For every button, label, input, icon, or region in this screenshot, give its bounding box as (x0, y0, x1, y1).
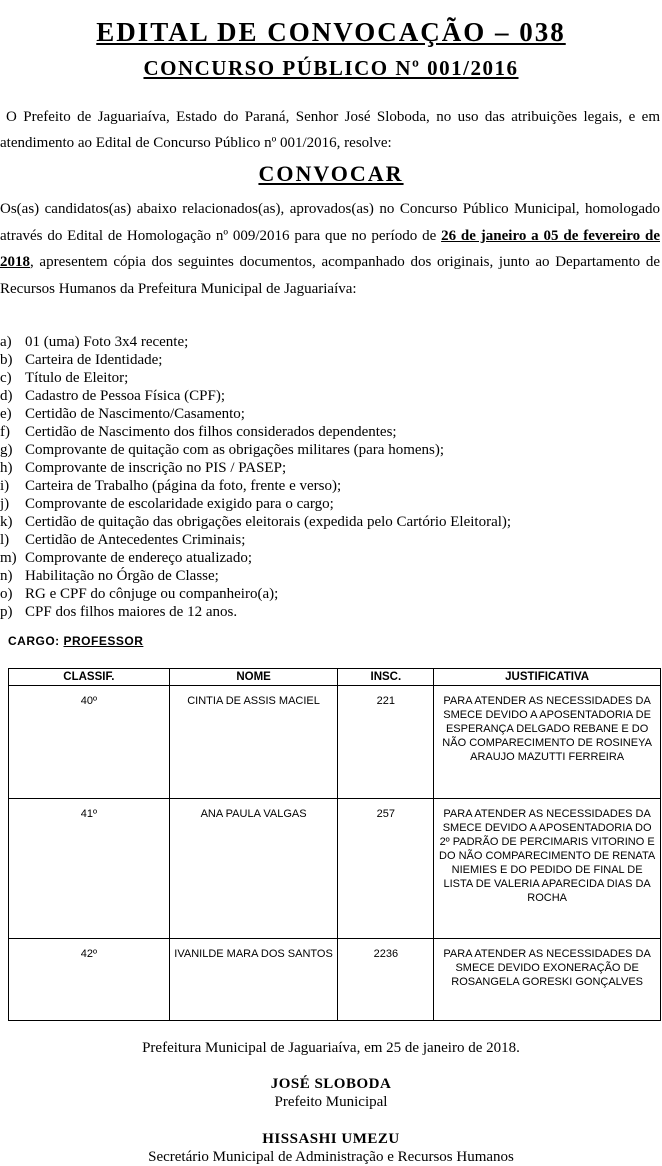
list-item (0, 459, 660, 477)
list-item-text: Comprovante de quitação com as obrigações militares (para homens); (25, 442, 445, 458)
list-item-text: CPF dos filhos maiores de 12 anos. (25, 604, 238, 620)
list-item-text: Título de Eleitor; (25, 370, 129, 386)
cell-justificativa: PARA ATENDER AS NECESSIDADES DA SMECE DEVIDO A APOSENTADORIA DE ESPERANÇA DELGADO REBANE E DO NÃO COMPARECIMENTO DE ROSINEYA ARAUJO MAZUTTI FERREIRA (434, 686, 661, 799)
date-line: Prefeitura Municipal de Jaguariaíva, em 25 de janeiro de 2018. (142, 1040, 520, 1056)
cargo-line (8, 634, 143, 648)
list-item (0, 351, 660, 369)
list-item-text: Carteira de Identidade; (25, 352, 163, 368)
table-row (9, 686, 661, 799)
period-highlight: 26 de janeiro a 05 de fevereiro de 2018 (0, 227, 660, 270)
signer-name: HISSASHI UMEZU (262, 1131, 400, 1147)
document-subtitle: CONCURSO PÚBLICO Nº 001/2016 (143, 56, 519, 80)
list-item-text: Carteira de Trabalho (página da foto, frente e verso); (25, 478, 342, 494)
cell-insc: 221 (338, 686, 434, 799)
cell-nome: CINTIA DE ASSIS MACIEL (169, 686, 338, 799)
cell-insc: 2236 (338, 939, 434, 1021)
signer-role: Prefeito Municipal (274, 1094, 388, 1110)
cell-justificativa: PARA ATENDER AS NECESSIDADES DA SMECE DEVIDO A APOSENTADORIA DO 2º PADRÃO DE PERCIMARIS VITORINO E DO NÃO COMPARECIMENTO DE RENATA NIEMIES E DO PEDIDO DE FINAL DE LISTA DE VALERIA APARECIDA DIAS DA ROCHA (434, 799, 661, 939)
cell-nome: ANA PAULA VALGAS (169, 799, 338, 939)
list-item-letter: j) (0, 496, 10, 512)
intro-paragraph: O Prefeito de Jaguariaíva, Estado do Paraná, Senhor José Sloboda, no uso das atribuições legais, e em atendimento ao Edital de Concurso Público nº 001/2016, resolve: (0, 109, 660, 151)
document-title: EDITAL DE CONVOCAÇÃO – 038 (96, 17, 566, 47)
list-item (0, 603, 660, 621)
list-item-letter: b) (0, 352, 13, 368)
cell-insc: 257 (338, 799, 434, 939)
header-insc: INSC. (338, 669, 434, 686)
header-classif: CLASSIF. (9, 669, 170, 686)
list-item-letter: f) (0, 424, 10, 440)
list-item-letter: l) (0, 532, 10, 548)
list-item (0, 441, 660, 459)
list-item-letter: e) (0, 406, 12, 422)
list-item-letter: o) (0, 586, 13, 602)
table-row (9, 799, 661, 939)
signer-role: Secretário Municipal de Administração e Recursos Humanos (148, 1149, 514, 1165)
list-item-text: Certidão de Nascimento/Casamento; (25, 406, 245, 422)
list-item-text: Certidão de Nascimento dos filhos considerados dependentes; (25, 424, 397, 440)
list-item-text: Comprovante de endereço atualizado; (25, 550, 252, 566)
list-item (0, 387, 660, 405)
list-item-letter: k) (0, 514, 13, 530)
documents-list (0, 333, 660, 621)
list-item (0, 333, 660, 351)
list-item-letter: g) (0, 442, 13, 458)
list-item (0, 423, 660, 441)
list-item-letter: a) (0, 334, 12, 350)
signature-block-secretary (0, 1130, 662, 1166)
list-item (0, 513, 660, 531)
cell-classif: 40º (9, 686, 170, 799)
list-item (0, 585, 660, 603)
list-item-letter: p) (0, 604, 13, 620)
list-item (0, 369, 660, 387)
cell-classif: 41º (9, 799, 170, 939)
list-item-letter: c) (0, 370, 12, 386)
list-item-text: Cadastro de Pessoa Física (CPF); (25, 388, 225, 404)
body-paragraph (0, 196, 660, 302)
signer-name: JOSÉ SLOBODA (270, 1076, 392, 1092)
list-item-text: Certidão de Antecedentes Criminais; (25, 532, 246, 548)
list-item-text: Habilitação no Órgão de Classe; (25, 568, 219, 584)
signature-block-mayor (0, 1075, 662, 1111)
header-nome: NOME (169, 669, 338, 686)
convocar-heading: CONVOCAR (258, 161, 404, 186)
list-item-text: Comprovante de escolaridade exigido para o cargo; (25, 496, 334, 512)
list-item (0, 531, 660, 549)
cargo-label: CARGO: (8, 634, 60, 648)
body-part2: , apresentem cópia dos seguintes documentos, acompanhado dos originais, junto ao Departamento de Recursos Humanos da Prefeitura Municipal de Jaguariaíva: (0, 254, 660, 297)
list-item-text: Comprovante de inscrição no PIS / PASEP; (25, 460, 287, 476)
cell-justificativa: PARA ATENDER AS NECESSIDADES DA SMECE DEVIDO EXONERAÇÃO DE ROSANGELA GORESKI GONÇALVES (434, 939, 661, 1021)
table-header-row (9, 669, 661, 686)
list-item-text: RG e CPF do cônjuge ou companheiro(a); (25, 586, 279, 602)
cell-classif: 42º (9, 939, 170, 1021)
list-item (0, 495, 660, 513)
list-item-letter: h) (0, 460, 13, 476)
list-item (0, 477, 660, 495)
list-item (0, 405, 660, 423)
candidates-table (8, 668, 661, 1021)
list-item-letter: n) (0, 568, 13, 584)
list-item (0, 567, 660, 585)
list-item-letter: i) (0, 478, 10, 494)
table-row (9, 939, 661, 1021)
body-part1: Os(as) candidatos(as) abaixo relacionados(as), aprovados(as) no Concurso Público Municipal, homologado através do Edital de Homologação nº 009/2016 para que no período de (0, 201, 660, 244)
list-item-letter: m) (0, 550, 17, 566)
cargo-value: PROFESSOR (63, 634, 144, 648)
list-item (0, 549, 660, 567)
list-item-letter: d) (0, 388, 13, 404)
cell-nome: IVANILDE MARA DOS SANTOS (169, 939, 338, 1021)
list-item-text: 01 (uma) Foto 3x4 recente; (25, 334, 189, 350)
list-item-text: Certidão de quitação das obrigações eleitorais (expedida pelo Cartório Eleitoral); (25, 514, 512, 530)
header-justificativa: JUSTIFICATIVA (434, 669, 661, 686)
